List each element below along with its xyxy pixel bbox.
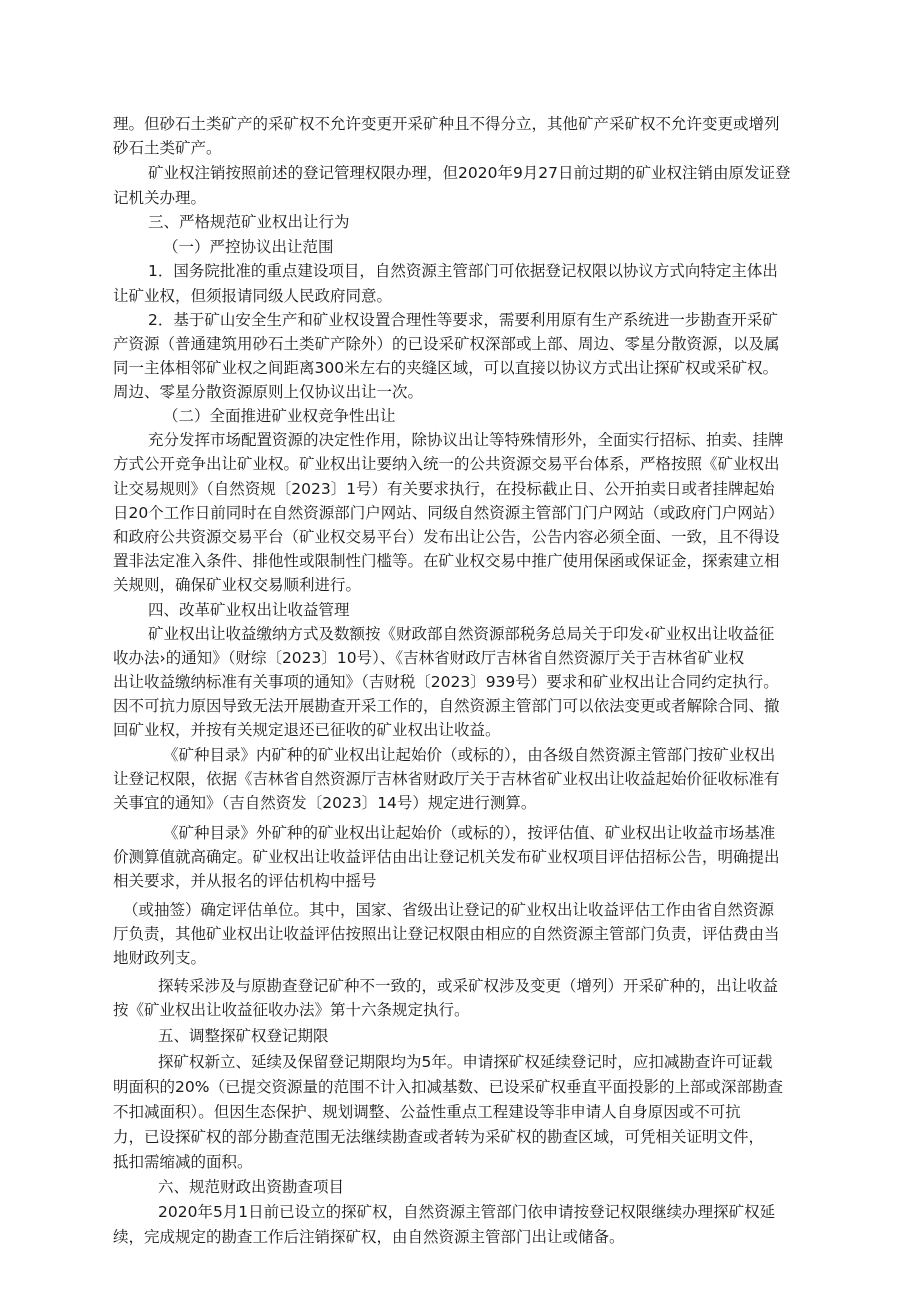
text-line: 按《矿业权出让收益征收办法》第十六条规定执行。 — [113, 1001, 470, 1019]
text-line: 理。但砂石土类矿产的采矿权不允许变更开采矿种且不得分立，其他矿产采矿权不允许变更或增列 — [113, 115, 780, 133]
text-line: 明面积的20%（已提交资源量的范围不计入扣减基数、已设采矿权垂直平面投影的上部或深部勘查 — [113, 1078, 783, 1096]
text-line: 矿业权注销按照前述的登记管理权限办理，但2020年9月27日前过期的矿业权注销由原发证登 — [148, 164, 791, 182]
text-line: 同一主体相邻矿业权之间距离300米左右的夹缝区域，可以直接以协议方式出让探矿权或采矿权。 — [113, 359, 779, 377]
text-line: 2020年5月1日前已设立的探矿权，自然资源主管部门依申请按登记权限继续办理探矿权延 — [158, 1203, 776, 1221]
text-line: 抵扣需缩减的面积。 — [113, 1153, 253, 1171]
text-line: 价测算值就高确定。矿业权出让收益评估由出让登记机关发布矿业权项目评估招标公告，明确提出 — [113, 848, 780, 866]
text-line: （或抽签）确定评估单位。其中，国家、省级出让登记的矿业权出让收益评估工作由省自然资源 — [123, 901, 775, 919]
subsection-heading: （二）全面推进矿业权竞争性出让 — [163, 407, 396, 425]
text-line: 砂石土类矿产。 — [113, 139, 222, 157]
text-line: 矿业权出让收益缴纳方式及数额按《财政部自然资源部税务总局关于印发‹矿业权出让收益征 — [148, 625, 775, 643]
text-line: 《矿种目录》内矿种的矿业权出让起始价（或标的），由各级自然资源主管部门按矿业权出 — [163, 746, 776, 764]
text-line: 不扣减面积）。但因生态保护、规划调整、公益性重点工程建设等非申请人自身原因或不可抗 — [113, 1103, 741, 1121]
text-line: 力，已设探矿权的部分勘查范围无法继续勘查或者转为采矿权的勘查区域，可凭相关证明文件， — [113, 1128, 765, 1146]
text-line: 让登记权限，依据《吉林省自然资源厅吉林省财政厅关于吉林省矿业权出让收益起始价征收标准有 — [113, 770, 780, 788]
text-line: 1．国务院批准的重点建设项目，自然资源主管部门可依据登记权限以协议方式向特定主体出 — [148, 262, 778, 280]
text-line: 出让收益缴纳标准有关事项的通知》（吉财税〔2023〕939号）要求和矿业权出让合同约定执行。 — [113, 673, 779, 691]
text-line: 厅负责，其他矿业权出让收益评估按照出让登记权限由相应的自然资源主管部门负责，评估费由当 — [113, 925, 780, 943]
text-line: 产资源（普通建筑用砂石土类矿产除外）的已设采矿权深部或上部、周边、零星分散资源，以及属 — [113, 335, 780, 353]
subsection-heading: （一）严控协议出让范围 — [163, 238, 334, 256]
text-line: 方式公开竞争出让矿业权。矿业权出让要纳入统一的公共资源交易平台体系，严格按照《矿业权出 — [113, 455, 780, 473]
text-line: 《矿种目录》外矿种的矿业权出让起始价（或标的），按评估值、矿业权出让收益市场基准 — [163, 824, 776, 842]
text-line: 探转采涉及与原勘查登记矿种不一致的，或采矿权涉及变更（增列）开采矿种的，出让收益 — [158, 977, 779, 995]
text-line: 记机关办理。 — [113, 189, 207, 207]
text-line: 关规则，确保矿业权交易顺利进行。 — [113, 576, 362, 594]
text-line: 2．基于矿山安全生产和矿业权设置合理性等要求，需要利用原有生产系统进一步勘查开采矿 — [148, 311, 778, 329]
text-line: 周边、零星分散资源原则上仅协议出让一次。 — [113, 383, 424, 401]
text-line: 相关要求，并从报名的评估机构中摇号 — [113, 872, 377, 890]
text-line: 回矿业权，并按有关规定退还已征收的矿业权出让收益。 — [113, 721, 501, 739]
text-line: 让矿业权，但须报请同级人民政府同意。 — [113, 287, 393, 305]
text-line: 置非法定准入条件、排他性或限制性门槛等。在矿业权交易中推广使用保函或保证金，探索建立相 — [113, 552, 780, 570]
text-line: 探矿权新立、延续及保留登记期限均为5年。申请探矿权延续登记时，应扣减勘查许可证载 — [158, 1053, 773, 1071]
section-heading: 五、调整探矿权登记期限 — [158, 1027, 329, 1045]
text-line: 充分发挥市场配置资源的决定性作用，除协议出让等特殊情形外，全面实行招标、拍卖、挂牌 — [148, 431, 784, 449]
text-line: 和政府公共资源交易平台（矿业权交易平台）发布出让公告，公告内容必须全面、一致，且不得设 — [113, 528, 780, 546]
text-line: 地财政列支。 — [113, 949, 207, 967]
text-line: 日20个工作日前同时在自然资源部门户网站、同级自然资源主管部门门户网站（或政府门户网站） — [113, 504, 784, 522]
section-heading: 六、规范财政出资勘查项目 — [158, 1178, 345, 1196]
text-line: 收办法›的通知》（财综〔2023〕10号）、《吉林省财政厅吉林省自然资源厅关于吉林省矿业权 — [113, 649, 745, 667]
section-heading: 四、改革矿业权出让收益管理 — [148, 601, 350, 619]
text-line: 因不可抗力原因导致无法开展勘查开采工作的，自然资源主管部门可以依法变更或者解除合同、撤 — [113, 697, 780, 715]
text-line: 关事宜的通知》（吉自然资发〔2023〕14号）规定进行测算。 — [113, 794, 537, 812]
text-line: 让交易规则》（自然资规〔2023〕1号）有关要求执行，在投标截止日、公开拍卖日或者挂牌起始 — [113, 480, 775, 498]
section-heading: 三、严格规范矿业权出让行为 — [148, 213, 350, 231]
text-line: 续，完成规定的勘查工作后注销探矿权，由自然资源主管部门出让或储备。 — [113, 1228, 625, 1246]
